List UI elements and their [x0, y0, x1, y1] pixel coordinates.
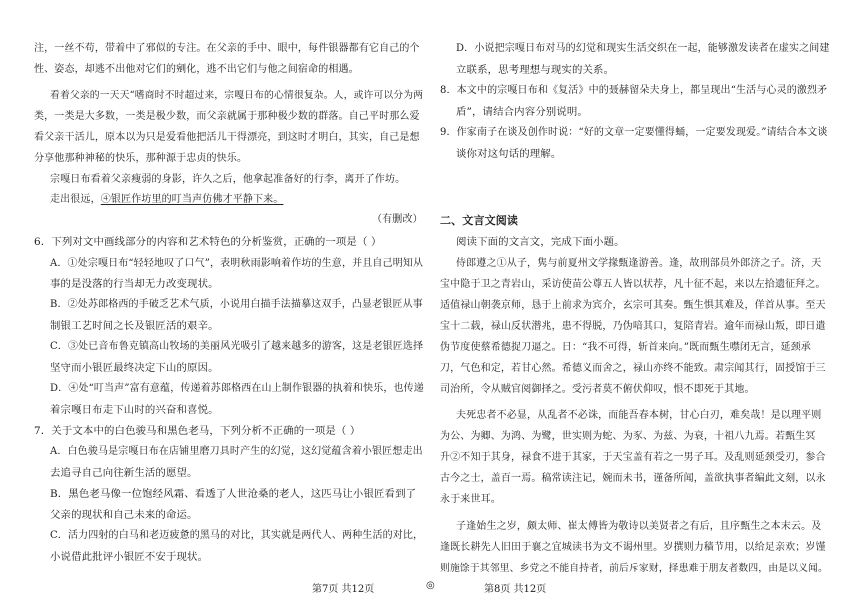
- q6-option-b: B．②处苏郎格西的手破乏艺术气质，小说用白描手法描摹这双手，凸显老银匠从事: [50, 299, 423, 310]
- classical-text-line: 侍郎遵之①从子，隽与前夏州文学掾甄逢游善。逢，故刑部员外郎济之子。济，天: [456, 258, 822, 269]
- q7-option-d-cont: 立联系，思考理想与现实的关系。: [456, 64, 615, 76]
- question-7-stem: 7．关于文本中的白色骏马和黑色老马，下列分析不正确的一项是（ ）: [34, 425, 361, 437]
- classical-text-line: 永于来世耳。: [440, 494, 501, 505]
- q7-option-c: C．活力四射的白马和老迈疲惫的黑马的对比，其实就是两代人、两种生活的对比，: [50, 530, 424, 541]
- q7-option-a-cont: 去追寻自己向往新生活的愿望。: [50, 467, 198, 479]
- underline-mark: ④银匠作坊里的叮当声仿佛才平静下来。: [100, 194, 284, 205]
- section-heading-classical-chinese: 二、文言文阅读: [440, 214, 519, 227]
- q7-option-d: D．小说把宗嘎日布对马的幻觉和现实生活交织在一起，能够激发读者在虚实之间建: [456, 43, 830, 54]
- q6-option-d-cont: 着宗嘎日布走下山时的兴奋和喜悦。: [50, 404, 219, 416]
- classical-text-line: 司治所，令从贼官阅御择之。受污者莫不俯伏仰叹，恨不即死于其地。: [440, 384, 755, 395]
- classical-text-line: 适值禄山朝袭京师，恳于上前求为宾介，玄宗可其奏。甄生惧其难及，佯首从事。至天: [440, 300, 826, 311]
- classical-text-line: 刀，气色和定，若甘心然。希德义而舍之，禄山亦终不能致。肃宗闻其行，固授馆于三: [440, 363, 826, 374]
- story-paragraph-line: 看父亲干活儿，原本以为只是爱看他把活儿干得漂亮，到这时才明白，其实，自己是想: [34, 132, 420, 143]
- story-paragraph-line: 宗嘎日布看着父亲瘦弱的身影，许久之后，他拿起准备好的行李，离开了作坊。: [50, 174, 406, 185]
- q6-option-a: A．①处宗嘎日布“轻轻地叹了口气”，表明秋雨影响着作坊的生意，并且自己明知从: [50, 258, 424, 269]
- story-paragraph-line: 性、姿态，却逃不出他对它们的剜化，逃不出它们与他之间宿命的相遇。: [34, 64, 359, 75]
- question-8-cont: 盾”，请结合内容分别说明。: [456, 106, 588, 118]
- q7-option-a: A．白色骏马是宗嘎日布在店铺里磨刀具时产生的幻觉，这幻觉蕴含着小银匠想走出: [50, 446, 423, 457]
- q7-option-b-cont: 父亲的现状和自己未来的命运。: [50, 509, 198, 521]
- story-closing-line: [50, 193, 283, 207]
- right-page-number: 第8页 共12页: [484, 584, 547, 595]
- question-8-stem: 8．本文中的宗嘎日布和《复活》中的聂赫留朵夫身上，都呈现出“生活与心灵的激烈矛: [440, 85, 828, 96]
- classical-text-line: 为公、为卿、为鸿、为鹭，世实则为蛇、为豕、为兹、为衰，十祖八九焉。若甄生冥: [440, 431, 816, 442]
- q7-option-c-cont: 小说借此批评小银匠不安于现状。: [50, 551, 209, 563]
- classical-text-line: 逢既长耕先人旧田于襄之宜城读书为文不谒州里。岁撰则力穑节用，以给足亲欢；岁馑: [440, 542, 826, 553]
- story-paragraph-line: 看着父亲的一天天“嗜商时不时超过来，宗嘎日布的心情很复杂。人，或许可以分为两: [50, 90, 424, 101]
- story-paragraph-line: 类，一类是大多数，一类是极少数，而父亲就属于那种极少数的群落。自己平时那么爱: [34, 111, 420, 122]
- question-9-stem: 9．作家南子在谈及创作时说：“好的文章一定要懂得蛹，一定要发现爱。”请结合本文谈: [440, 127, 828, 138]
- classical-text-line: 宝十二载，禄山反状潜兆，患不得脱，乃伪喑其口，复陪青岩。逾年而禄山叛，即日遣: [440, 321, 826, 332]
- q6-option-d: D．④处“叮当声”富有意蕴，传递着苏郎格西在山上制作银器的执着和快乐，也传递: [50, 383, 424, 394]
- abridged-note: （有删改）: [372, 214, 423, 225]
- story-paragraph-line: 注，一丝不苟，带着中了邪似的专注。在父亲的手中、眼中，每件银器都有它自己的个: [34, 43, 420, 54]
- classical-text-line: 升②不知于其身，禄食不进于其家，于天宝盖有若之一男子耳。及乱则延颈受刃，参合: [440, 452, 826, 463]
- classical-text-line: 宝中隐于卫之青岩山，采访使苗公尊五人皆以状荐，凡十征不起，来以左拾遗征拜之。: [440, 279, 826, 290]
- classical-text-line: 子逢始生之岁，颇太师、崔太傅皆为敬诗以美贤者之有后，且序甄生之本末云。及: [456, 521, 822, 532]
- left-page-number: 第7页 共12页: [312, 584, 375, 595]
- page-footer: [0, 580, 860, 600]
- reading-instruction: 阅读下面的文言文，完成下面小题。: [456, 236, 625, 248]
- classical-text-line: 夫死忠者不必显，从乱者不必诛，而能吾春本树，甘心白刃，难矣哉！是以理平则: [456, 410, 822, 421]
- q7-option-b: B．黑色老马像一位饱经风霜、看透了人世沧桑的老人，这匹马让小银匠看到了: [50, 488, 417, 500]
- question-6-stem: 6．下列对文中画线部分的内容和艺术特色的分析鉴赏，正确的一项是（ ）: [34, 236, 382, 248]
- question-9-cont: 谈你对这句话的理解。: [456, 148, 562, 160]
- q6-option-c: C．③处已音布鲁克镇高山牧场的美丽风光吸引了越来越多的游客，这是老银匠选择: [50, 341, 424, 352]
- q6-option-b-cont: 制银工艺时间之长及银匠活的艰辛。: [50, 320, 219, 332]
- binding-symbol-icon: ◎: [426, 580, 435, 591]
- q6-option-c-cont: 坚守而小银匠最终决定下山的原因。: [50, 362, 219, 374]
- classical-text-line: 伪节度使蔡希德捉刀逼之。日：“我不可得，斩首来向。”既而甄生噤闭无言，延颈承: [440, 342, 811, 353]
- story-paragraph-line: 分享他那种神秘的快乐，那种源于忠贞的快乐。: [34, 153, 248, 164]
- classical-text-line: 古今之士，盖百一焉。稿常读注记，婉而未书，谨备所闻，盖欲执事者编此文刻，以永: [440, 473, 826, 484]
- underlined-sentence-4: 走出很远，④银匠作坊里的叮当声仿佛才平静下来。: [50, 194, 284, 205]
- q6-option-a-cont: 事的是没落的行当却无力改变现状。: [50, 278, 219, 290]
- classical-text-line: 则施馀于其邻里、乡党之不能自持者，前后斥家财，择患难于朋友者数四，由是以义闻。: [440, 563, 828, 574]
